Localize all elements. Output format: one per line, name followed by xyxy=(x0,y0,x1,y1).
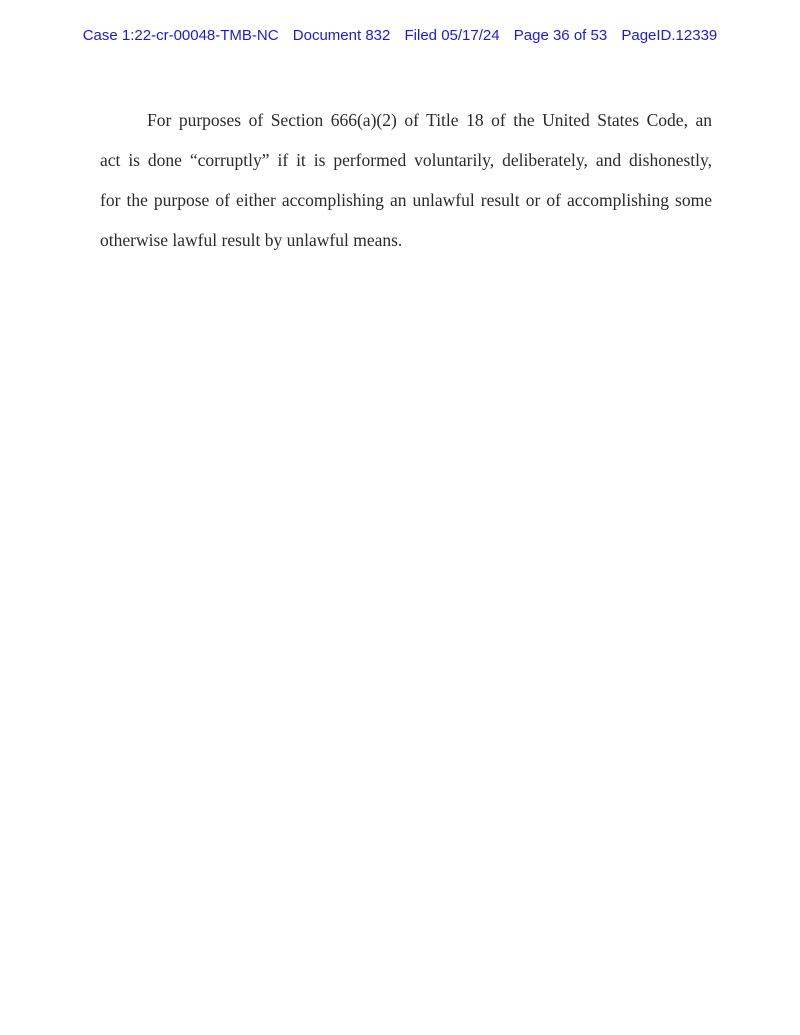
paragraph-line: act is done “corruptly” if it is performed voluntarily, deliberately, and dishonestly, xyxy=(100,150,712,170)
paragraph-line: for the purpose of either accomplishing an unlawful result or of accomplishing some xyxy=(100,190,712,210)
document-number: Document 832 xyxy=(292,27,391,44)
body-paragraph xyxy=(100,100,712,260)
page-id: PageID.12339 xyxy=(621,27,718,44)
paragraph-line: otherwise lawful result by unlawful means. xyxy=(100,230,403,250)
ecf-header-stamp xyxy=(0,27,800,44)
paragraph-line: For purposes of Section 666(a)(2) of Title 18 of the United States Code, an xyxy=(147,110,712,130)
case-number: Case 1:22-cr-00048-TMB-NC xyxy=(82,27,279,44)
filed-date: Filed 05/17/24 xyxy=(404,27,500,44)
page-count: Page 36 of 53 xyxy=(513,27,608,44)
